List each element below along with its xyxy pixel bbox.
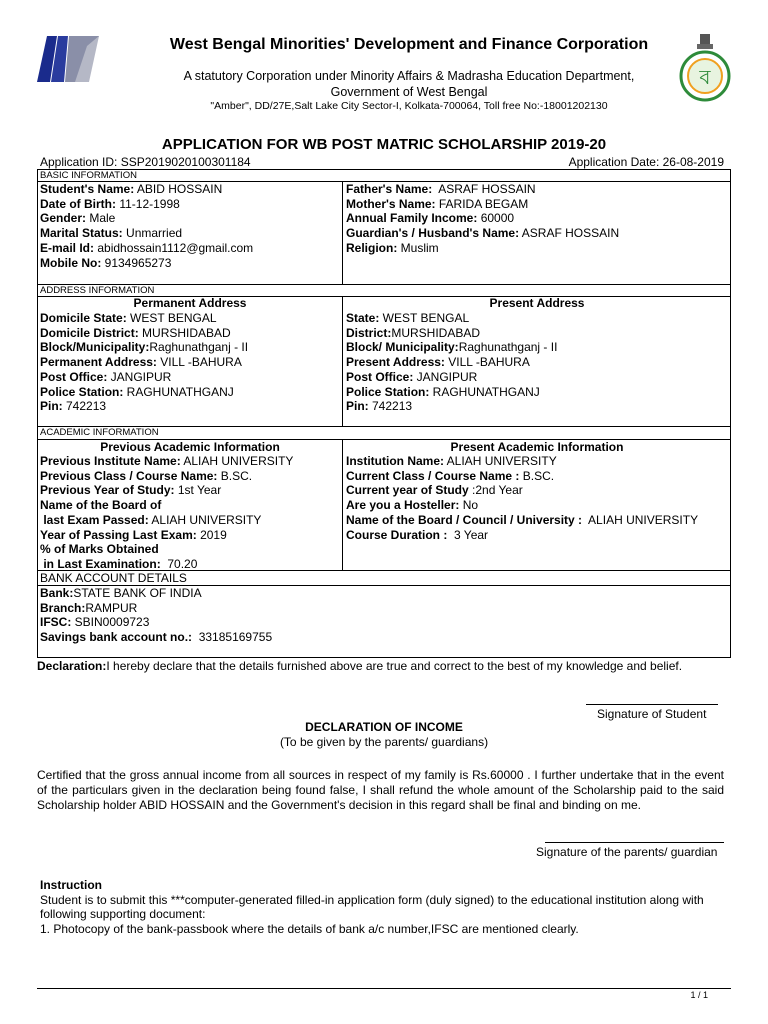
field-row — [40, 601, 272, 616]
field-label: Previous Institute Name: — [40, 454, 181, 468]
field-label: Name of the Board / Council / University : — [346, 512, 583, 527]
field-label: Name of the Board of — [40, 498, 162, 513]
field-value: ALIAH UNIVERSITY — [444, 454, 557, 468]
field-row — [346, 197, 619, 212]
field-value: ALIAH UNIVERSITY — [180, 454, 294, 468]
field-label: Course Duration : — [346, 527, 448, 542]
field-row — [40, 211, 253, 226]
field-value: MURSHIDABAD — [391, 325, 481, 340]
income-declaration-subtitle: (To be given by the parents/ guardians) — [279, 735, 489, 749]
field-value: STATE BANK OF INDIA — [73, 586, 202, 600]
field-value: B.SC. — [519, 468, 555, 483]
emblem-letter: ব — [699, 65, 711, 89]
field-row — [346, 454, 698, 469]
field-label: Permanent Address: — [40, 355, 157, 370]
field-row — [346, 226, 619, 241]
field-row — [346, 469, 698, 484]
field-label: Date of Birth: — [40, 196, 116, 211]
field-row — [346, 241, 619, 256]
present-address-title: Present Address — [489, 296, 585, 310]
field-value: RAGHUNATHGANJ — [429, 384, 540, 399]
field-label: Domicile District: — [40, 325, 139, 340]
field-value: Muslim — [397, 240, 439, 255]
field-label: in Last Examination: — [40, 556, 161, 571]
field-row — [40, 340, 248, 355]
field-row — [346, 355, 557, 370]
section-header-academic: ACADEMIC INFORMATION — [40, 427, 159, 438]
field-value: ALIAH UNIVERSITY — [582, 512, 699, 527]
income-declaration-title: DECLARATION OF INCOME — [305, 720, 463, 734]
income-certificate-text: Certified that the gross annual income from all sources in respect of my family is Rs.60000 . I further undertake that in the event of the particulars given in the declaration being found false, I shall refund the whole amount of the Scholarship paid to the said Scholarship holder ABID HOSSAIN and the Government's decision in this regard shall be final and binding on me. — [37, 768, 724, 812]
field-label: District: — [346, 325, 392, 340]
previous-academic-title: Previous Academic Information — [100, 440, 280, 454]
section-header-basic: BASIC INFORMATION — [40, 170, 137, 181]
declaration — [37, 659, 682, 673]
field-row — [40, 513, 293, 528]
field-label: Present Address: — [346, 355, 445, 370]
field-label: IFSC: — [40, 615, 72, 630]
field-row — [40, 241, 253, 256]
field-label: Block/ Municipality: — [346, 340, 459, 355]
field-label: Annual Family Income: — [346, 211, 478, 226]
instructions — [40, 878, 726, 936]
field-label: Gender: — [40, 211, 87, 226]
field-value: 60000 — [477, 211, 515, 226]
application-title: APPLICATION FOR WB POST MATRIC SCHOLARSHIP 2019-20 — [161, 136, 607, 153]
field-row — [40, 226, 253, 241]
field-row — [40, 630, 272, 645]
section-header-bank: BANK ACCOUNT DETAILS — [40, 571, 187, 585]
org-name: West Bengal Minorities' Development and Finance Corporation — [169, 36, 649, 53]
org-subtitle — [104, 68, 714, 100]
field-label: last Exam Passed: — [40, 512, 149, 527]
field-row — [40, 385, 248, 400]
field-label: Institution Name: — [346, 454, 444, 468]
field-label: State: — [346, 311, 380, 325]
field-value: ASRAF HOSSAIN — [432, 182, 536, 196]
present-academic-info — [346, 454, 698, 542]
field-value: VILL -BAHURA — [156, 355, 242, 370]
field-row — [40, 454, 293, 469]
field-label: Are you a Hosteller: — [346, 498, 460, 513]
field-label: Post Office: — [40, 369, 108, 384]
field-row — [40, 256, 253, 271]
present-address — [346, 311, 557, 414]
field-row — [40, 197, 253, 212]
field-label: Pin: — [346, 399, 369, 414]
field-label: Marital Status: — [40, 226, 123, 241]
field-row — [346, 340, 557, 355]
field-value: 2019 — [196, 527, 227, 542]
field-value: VILL -BAHURA — [444, 355, 530, 370]
basic-info-left — [40, 182, 253, 270]
field-row — [40, 615, 272, 630]
previous-academic-info — [40, 454, 293, 572]
field-row — [346, 528, 698, 543]
footer-rule — [37, 988, 731, 989]
field-value: JANGIPUR — [413, 369, 478, 384]
field-row — [40, 370, 248, 385]
field-row — [346, 498, 698, 513]
field-label: Guardian's / Husband's Name: — [346, 226, 520, 241]
present-academic-title: Present Academic Information — [450, 440, 624, 454]
student-signature-line — [586, 704, 718, 705]
field-label: Mother's Name: — [346, 196, 436, 211]
field-value: SBIN0009723 — [71, 615, 150, 630]
field-value: Raghunathganj - II — [458, 340, 558, 355]
field-value: JANGIPUR — [107, 369, 172, 384]
org-subtitle-line1: A statutory Corporation under Minority Affairs & Madrasha Education Department, — [183, 69, 635, 83]
field-label: Student's Name: — [40, 182, 135, 196]
field-value: ASRAF HOSSAIN — [519, 226, 620, 241]
field-label: % of Marks Obtained — [40, 542, 159, 557]
field-label: Police Station: — [346, 384, 430, 399]
field-value: ALIAH UNIVERSITY — [148, 512, 262, 527]
column-divider — [342, 439, 343, 570]
declaration-text: I hereby declare that the details furnished above are true and correct to the best of my knowledge and belief. — [106, 659, 683, 673]
field-value: abidhossain1112@gmail.com — [94, 240, 254, 255]
field-value: MURSHIDABAD — [138, 325, 231, 340]
field-label: Religion: — [346, 240, 398, 255]
org-address: "Amber", DD/27E,Salt Lake City Sector-I, Kolkata-700064, Toll free No:-18001202130 — [210, 100, 608, 112]
field-value: Raghunathganj - II — [149, 340, 249, 355]
field-label: Mobile No: — [40, 255, 102, 270]
field-row — [40, 557, 293, 572]
field-value: 1st Year — [174, 483, 222, 498]
parent-signature-label: Signature of the parents/ guardian — [536, 845, 718, 859]
field-label: Current year of Study — [346, 483, 469, 498]
field-label: E-mail Id: — [40, 240, 95, 255]
field-value: RAMPUR — [85, 600, 138, 615]
field-row — [346, 399, 557, 414]
field-value: :2nd Year — [468, 483, 523, 498]
field-row — [40, 498, 293, 513]
field-row — [346, 513, 698, 528]
field-row — [40, 483, 293, 498]
field-row — [40, 586, 272, 601]
permanent-address-title: Permanent Address — [133, 296, 247, 310]
field-row — [346, 326, 557, 341]
field-value: ABID HOSSAIN — [134, 182, 223, 196]
field-value: WEST BENGAL — [379, 311, 470, 325]
field-value: B.SC. — [217, 468, 253, 483]
field-row — [346, 370, 557, 385]
instruction-text: Student is to submit this ***computer-generated filled-in application form (duly signed) to the educational institution along with following supporting document: — [40, 892, 704, 921]
field-value: No — [459, 498, 479, 513]
field-value: RAGHUNATHGANJ — [123, 384, 234, 399]
field-label: Block/Municipality: — [40, 340, 150, 355]
field-label: Savings bank account no.: — [40, 630, 193, 645]
field-label: Branch: — [40, 600, 86, 615]
field-label: Current Class / Course Name : — [346, 468, 520, 483]
field-row — [346, 211, 619, 226]
field-row — [40, 542, 293, 557]
column-divider — [342, 296, 343, 426]
field-row — [40, 182, 253, 197]
field-row — [346, 385, 557, 400]
org-subtitle-line2: Government of West Bengal — [330, 85, 488, 99]
basic-info-right — [346, 182, 619, 256]
field-value: 742213 — [368, 399, 413, 414]
field-value: 33185169755 — [192, 630, 273, 645]
field-label: Post Office: — [346, 369, 414, 384]
page-number: 1 / 1 — [690, 990, 708, 1000]
permanent-address — [40, 311, 248, 414]
field-label: Previous Class / Course Name: — [40, 468, 218, 483]
field-label: Pin: — [40, 399, 63, 414]
field-value: 3 Year — [447, 527, 489, 542]
field-value: FARIDA BEGAM — [435, 196, 529, 211]
field-value: 742213 — [62, 399, 107, 414]
field-label: Bank: — [40, 586, 74, 600]
field-label: Previous Year of Study: — [40, 483, 175, 498]
field-label: Year of Passing Last Exam: — [40, 527, 197, 542]
instruction-item: 1. Photocopy of the bank-passbook where the details of bank a/c number,IFSC are mentioned clearly. — [40, 921, 579, 936]
field-label: Father's Name: — [346, 182, 433, 196]
field-value: Male — [86, 211, 116, 226]
wbmdfc-logo-icon — [37, 36, 99, 82]
field-row — [40, 528, 293, 543]
field-row — [40, 469, 293, 484]
field-value: WEST BENGAL — [126, 311, 217, 325]
field-row — [40, 355, 248, 370]
parent-signature-line — [545, 842, 724, 843]
instruction-title: Instruction — [40, 878, 102, 892]
field-row — [346, 311, 557, 326]
student-signature-label: Signature of Student — [597, 707, 707, 721]
field-row — [346, 483, 698, 498]
field-row — [40, 311, 248, 326]
field-value: Unmarried — [122, 226, 183, 241]
field-value: 11-12-1998 — [116, 196, 180, 211]
field-row — [40, 399, 248, 414]
field-value: 9134965273 — [101, 255, 172, 270]
field-value: 70.20 — [160, 556, 198, 571]
field-label: Domicile State: — [40, 311, 127, 325]
application-id: Application ID: SSP2019020100301184 — [40, 155, 251, 169]
field-label: Police Station: — [40, 384, 124, 399]
field-row — [40, 326, 248, 341]
bank-details — [40, 586, 272, 645]
field-row — [346, 182, 619, 197]
declaration-label: Declaration: — [37, 659, 107, 673]
application-date: Application Date: 26-08-2019 — [568, 155, 724, 169]
column-divider — [342, 181, 343, 284]
section-header-address: ADDRESS INFORMATION — [40, 285, 155, 296]
